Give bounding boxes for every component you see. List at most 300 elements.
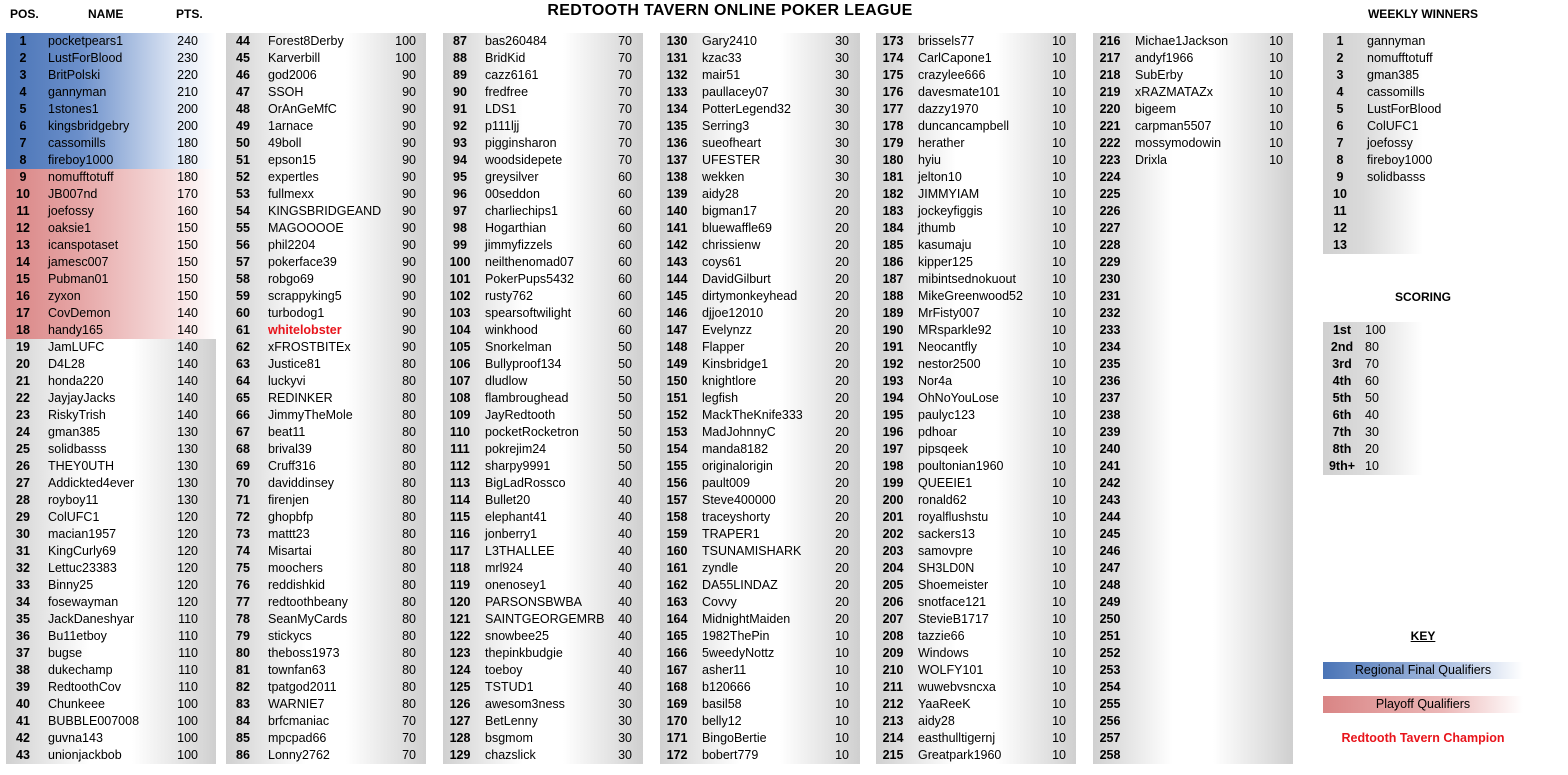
player-name-cell: dazzy1970: [918, 102, 979, 116]
points-cell: 90: [402, 238, 416, 252]
player-name-cell: sharpy9991: [485, 459, 551, 473]
position-cell: 142: [666, 238, 688, 252]
player-name-cell: charliechips1: [485, 204, 558, 218]
position-cell: 28: [16, 493, 30, 507]
points-cell: 20: [835, 204, 849, 218]
table-row: [660, 356, 860, 373]
points-cell: 80: [402, 442, 416, 456]
points-cell: 90: [402, 272, 416, 286]
player-name-cell: luckyvi: [268, 374, 306, 388]
points-cell: 30: [835, 34, 849, 48]
position-cell: 184: [882, 221, 904, 235]
player-name-cell: Shoemeister: [918, 578, 989, 592]
table-row: [226, 543, 426, 560]
points-cell: 40: [618, 663, 632, 677]
position-cell: 256: [1099, 714, 1121, 728]
position-cell: 221: [1099, 119, 1121, 133]
scoring-row: [1323, 407, 1523, 424]
weekly-winner-row: [1323, 67, 1523, 84]
position-cell: 100: [449, 255, 471, 269]
position-cell: 238: [1099, 408, 1121, 422]
league-column-5: [876, 33, 1076, 764]
table-row: [6, 662, 216, 679]
player-name-cell: scrappyking5: [268, 289, 342, 303]
position-cell: 112: [449, 459, 471, 473]
table-row: [660, 50, 860, 67]
table-row: [226, 322, 426, 339]
position-cell: 51: [236, 153, 250, 167]
points-cell: 20: [835, 340, 849, 354]
table-row: [6, 475, 216, 492]
table-row: [876, 50, 1076, 67]
position-cell: 7: [19, 136, 27, 150]
position-cell: 234: [1099, 340, 1121, 354]
points-cell: 120: [177, 544, 198, 558]
player-name-cell: jockeyfiggis: [918, 204, 983, 218]
points-cell: 10: [1052, 476, 1066, 490]
position-cell: 12: [16, 221, 30, 235]
table-row: [876, 288, 1076, 305]
points-cell: 10: [1052, 612, 1066, 626]
points-cell: 30: [835, 153, 849, 167]
table-row: [1093, 424, 1293, 441]
table-row: [660, 458, 860, 475]
points-cell: 90: [402, 255, 416, 269]
position-cell: 252: [1099, 646, 1121, 660]
position-cell: 69: [236, 459, 250, 473]
table-row: [226, 237, 426, 254]
table-row: [443, 424, 643, 441]
table-row: [1093, 67, 1293, 84]
table-row: [226, 645, 426, 662]
position-cell: 254: [1099, 680, 1121, 694]
position-cell: 230: [1099, 272, 1121, 286]
points-cell: 10: [835, 646, 849, 660]
week-number: 10: [1333, 187, 1347, 201]
points-cell: 80: [402, 663, 416, 677]
points-cell: 10: [1052, 510, 1066, 524]
player-name-cell: jimmyfizzels: [485, 238, 553, 252]
table-row: [443, 628, 643, 645]
week-number: 3: [1336, 68, 1344, 82]
points-cell: 30: [835, 136, 849, 150]
table-row: [226, 458, 426, 475]
position-cell: 11: [16, 204, 30, 218]
table-row: [876, 305, 1076, 322]
table-row: [660, 577, 860, 594]
points-cell: 10: [1052, 85, 1066, 99]
player-name-cell: pipsqeek: [918, 442, 969, 456]
points-cell: 90: [402, 153, 416, 167]
points-cell: 100: [177, 731, 198, 745]
points-cell: 70: [402, 731, 416, 745]
scoring-row: [1323, 373, 1523, 390]
position-cell: 146: [666, 306, 688, 320]
position-cell: 126: [449, 697, 471, 711]
table-row: [660, 509, 860, 526]
position-cell: 46: [236, 68, 250, 82]
points-cell: 60: [618, 238, 632, 252]
position-cell: 247: [1099, 561, 1121, 575]
player-name-cell: ronald62: [918, 493, 967, 507]
player-name-cell: bigeem: [1135, 102, 1176, 116]
player-name-cell: god2006: [268, 68, 317, 82]
position-cell: 245: [1099, 527, 1121, 541]
table-row: [6, 560, 216, 577]
table-row: [226, 509, 426, 526]
table-row: [443, 441, 643, 458]
table-row: [6, 526, 216, 543]
position-cell: 169: [666, 697, 688, 711]
position-cell: 253: [1099, 663, 1121, 677]
points-cell: 10: [1052, 561, 1066, 575]
table-row: [443, 611, 643, 628]
position-cell: 85: [236, 731, 250, 745]
scoring-row: [1323, 322, 1523, 339]
position-cell: 63: [236, 357, 250, 371]
player-name-cell: flambroughead: [485, 391, 569, 405]
position-cell: 116: [449, 527, 471, 541]
table-row: [226, 33, 426, 50]
table-row: [660, 526, 860, 543]
player-name-cell: MRsparkle92: [918, 323, 992, 337]
points-cell: 70: [618, 85, 632, 99]
position-cell: 79: [236, 629, 250, 643]
table-row: [226, 662, 426, 679]
player-name-cell: BetLenny: [485, 714, 538, 728]
table-row: [876, 696, 1076, 713]
player-name-cell: Covvy: [702, 595, 737, 609]
position-cell: 118: [449, 561, 471, 575]
table-row: [6, 186, 216, 203]
finish-place: 1st: [1332, 323, 1352, 337]
points-cell: 90: [402, 136, 416, 150]
player-name-cell: QUEEIE1: [918, 476, 973, 490]
points-cell: 10: [1269, 85, 1283, 99]
points-cell: 10: [1269, 68, 1283, 82]
table-row: [876, 526, 1076, 543]
points-awarded: 50: [1365, 391, 1379, 405]
points-cell: 80: [402, 629, 416, 643]
table-row: [443, 475, 643, 492]
player-name-cell: 1arnace: [268, 119, 314, 133]
player-name-cell: icanspotaset: [48, 238, 119, 252]
table-row: [443, 203, 643, 220]
table-row: [6, 679, 216, 696]
table-row: [6, 220, 216, 237]
points-cell: 10: [1052, 170, 1066, 184]
player-name-cell: snotface121: [918, 595, 987, 609]
table-row: [226, 271, 426, 288]
points-cell: 80: [402, 476, 416, 490]
league-column-6: [1093, 33, 1293, 764]
position-cell: 47: [236, 85, 250, 99]
player-name-cell: TSUNAMISHARK: [702, 544, 802, 558]
player-name-cell: Justice81: [268, 357, 321, 371]
table-row: [443, 237, 643, 254]
table-row: [226, 730, 426, 747]
player-name-cell: UFESTER: [702, 153, 761, 167]
position-cell: 178: [882, 119, 904, 133]
points-cell: 10: [1052, 119, 1066, 133]
points-cell: 50: [618, 459, 632, 473]
player-name-cell: onenosey1: [485, 578, 547, 592]
position-cell: 193: [882, 374, 904, 388]
points-cell: 230: [177, 51, 198, 65]
winner-name: nomufftotuff: [1367, 51, 1433, 65]
position-cell: 219: [1099, 85, 1121, 99]
points-cell: 10: [1052, 102, 1066, 116]
position-cell: 33: [16, 578, 30, 592]
player-name-cell: jelton10: [918, 170, 962, 184]
position-cell: 243: [1099, 493, 1121, 507]
points-cell: 150: [177, 289, 198, 303]
player-name-cell: Nor4a: [918, 374, 953, 388]
points-cell: 10: [1052, 527, 1066, 541]
table-row: [660, 747, 860, 764]
player-name-cell: JayjayJacks: [48, 391, 116, 405]
points-cell: 40: [618, 680, 632, 694]
table-row: [876, 84, 1076, 101]
position-cell: 167: [666, 663, 688, 677]
player-name-cell: elephant41: [485, 510, 547, 524]
table-row: [660, 390, 860, 407]
points-cell: 40: [618, 493, 632, 507]
player-name-cell: LDS1: [485, 102, 517, 116]
points-cell: 20: [835, 561, 849, 575]
position-cell: 154: [666, 442, 688, 456]
points-cell: 20: [835, 357, 849, 371]
table-row: [876, 747, 1076, 764]
table-row: [660, 611, 860, 628]
player-name-cell: BUBBLE007008: [48, 714, 140, 728]
points-cell: 10: [1052, 442, 1066, 456]
position-cell: 251: [1099, 629, 1121, 643]
position-cell: 110: [449, 425, 471, 439]
points-cell: 100: [395, 34, 416, 48]
league-column-3: [443, 33, 643, 764]
player-name-cell: turbodog1: [268, 306, 325, 320]
player-name-cell: JayRedtooth: [485, 408, 556, 422]
weekly-winner-row: [1323, 101, 1523, 118]
points-cell: 20: [835, 612, 849, 626]
position-cell: 65: [236, 391, 250, 405]
position-cell: 30: [16, 527, 30, 541]
position-cell: 211: [882, 680, 904, 694]
points-cell: 40: [618, 629, 632, 643]
week-number: 9: [1336, 170, 1344, 184]
points-cell: 10: [1052, 68, 1066, 82]
player-name-cell: bigman17: [702, 204, 757, 218]
points-cell: 20: [835, 595, 849, 609]
player-name-cell: pault009: [702, 476, 750, 490]
table-row: [443, 339, 643, 356]
table-row: [660, 543, 860, 560]
table-row: [660, 33, 860, 50]
player-name-cell: stickycs: [268, 629, 312, 643]
player-name-cell: MidnightMaiden: [702, 612, 791, 626]
points-cell: 100: [395, 51, 416, 65]
points-awarded: 30: [1365, 425, 1379, 439]
points-cell: 80: [402, 510, 416, 524]
player-name-cell: Bullet20: [485, 493, 531, 507]
week-number: 12: [1333, 221, 1347, 235]
points-cell: 10: [1052, 680, 1066, 694]
table-row: [1093, 543, 1293, 560]
position-cell: 75: [236, 561, 250, 575]
player-name-cell: JimmyTheMole: [268, 408, 353, 422]
position-cell: 189: [882, 306, 904, 320]
player-name-cell: woodsidepete: [485, 153, 563, 167]
position-cell: 223: [1099, 153, 1121, 167]
table-row: [1093, 322, 1293, 339]
points-cell: 60: [618, 323, 632, 337]
player-name-cell: herather: [918, 136, 965, 150]
points-cell: 10: [1052, 221, 1066, 235]
table-row: [6, 407, 216, 424]
points-cell: 40: [618, 578, 632, 592]
points-cell: 10: [1052, 578, 1066, 592]
table-row: [443, 169, 643, 186]
player-name-cell: zyxon: [48, 289, 81, 303]
position-cell: 13: [16, 238, 30, 252]
position-cell: 103: [449, 306, 471, 320]
position-cell: 196: [882, 425, 904, 439]
position-cell: 91: [453, 102, 467, 116]
points-cell: 10: [835, 680, 849, 694]
player-name-cell: epson15: [268, 153, 316, 167]
player-name-cell: townfan63: [268, 663, 326, 677]
table-row: [1093, 560, 1293, 577]
position-cell: 164: [666, 612, 688, 626]
position-cell: 186: [882, 255, 904, 269]
table-row: [1093, 288, 1293, 305]
points-cell: 10: [1052, 136, 1066, 150]
table-row: [226, 594, 426, 611]
table-row: [6, 33, 216, 50]
position-cell: 36: [16, 629, 30, 643]
player-name-cell: p111ljj: [485, 119, 520, 133]
table-row: [876, 373, 1076, 390]
table-row: [876, 424, 1076, 441]
player-name-cell: CarlCapone1: [918, 51, 992, 65]
position-cell: 76: [236, 578, 250, 592]
points-cell: 120: [177, 561, 198, 575]
table-row: [1093, 509, 1293, 526]
player-name-cell: kingsbridgebry: [48, 119, 130, 133]
table-row: [1093, 101, 1293, 118]
position-cell: 60: [236, 306, 250, 320]
points-cell: 10: [1052, 255, 1066, 269]
table-row: [226, 254, 426, 271]
table-row: [1093, 84, 1293, 101]
position-cell: 139: [666, 187, 688, 201]
position-cell: 74: [236, 544, 250, 558]
table-row: [6, 339, 216, 356]
position-cell: 73: [236, 527, 250, 541]
points-cell: 70: [618, 34, 632, 48]
position-cell: 34: [16, 595, 30, 609]
position-cell: 156: [666, 476, 688, 490]
points-cell: 20: [835, 391, 849, 405]
position-cell: 172: [666, 748, 688, 762]
table-row: [226, 101, 426, 118]
position-cell: 41: [16, 714, 30, 728]
points-cell: 180: [177, 136, 198, 150]
position-cell: 49: [236, 119, 250, 133]
points-cell: 110: [178, 663, 198, 677]
position-cell: 160: [666, 544, 688, 558]
points-cell: 10: [835, 714, 849, 728]
points-cell: 10: [835, 697, 849, 711]
points-cell: 10: [1052, 187, 1066, 201]
player-name-cell: Kinsbridge1: [702, 357, 769, 371]
player-name-cell: mair51: [702, 68, 741, 82]
table-row: [876, 458, 1076, 475]
week-number: 5: [1336, 102, 1344, 116]
table-row: [876, 322, 1076, 339]
player-name-cell: gannyman: [48, 85, 107, 99]
points-cell: 20: [835, 442, 849, 456]
position-cell: 35: [16, 612, 30, 626]
player-name-cell: legfish: [702, 391, 739, 405]
points-cell: 150: [177, 272, 198, 286]
player-name-cell: Forest8Derby: [268, 34, 344, 48]
table-row: [226, 84, 426, 101]
table-row: [876, 475, 1076, 492]
points-cell: 10: [1052, 748, 1066, 762]
table-row: [876, 169, 1076, 186]
player-name-cell: poultonian1960: [918, 459, 1004, 473]
position-cell: 224: [1099, 170, 1121, 184]
points-cell: 10: [1052, 731, 1066, 745]
position-cell: 240: [1099, 442, 1121, 456]
table-row: [876, 135, 1076, 152]
position-cell: 201: [882, 510, 904, 524]
points-cell: 140: [177, 357, 198, 371]
player-name-cell: fredfree: [485, 85, 529, 99]
table-row: [6, 611, 216, 628]
table-row: [226, 50, 426, 67]
table-row: [1093, 186, 1293, 203]
points-cell: 90: [402, 170, 416, 184]
table-row: [6, 441, 216, 458]
position-cell: 92: [453, 119, 467, 133]
table-row: [660, 271, 860, 288]
position-cell: 53: [236, 187, 250, 201]
table-row: [226, 67, 426, 84]
player-name-cell: traceyshorty: [702, 510, 771, 524]
player-name-cell: firenjen: [268, 493, 309, 507]
table-row: [1093, 220, 1293, 237]
position-cell: 182: [882, 187, 904, 201]
table-row: [876, 254, 1076, 271]
points-cell: 110: [178, 680, 198, 694]
player-name-cell: Karverbill: [268, 51, 321, 65]
player-name-cell: easthulltigernj: [918, 731, 996, 745]
table-row: [6, 237, 216, 254]
player-name-cell: xRAZMATAZx: [1135, 85, 1214, 99]
table-row: [6, 67, 216, 84]
position-cell: 228: [1099, 238, 1121, 252]
points-cell: 80: [402, 612, 416, 626]
table-row: [6, 118, 216, 135]
points-cell: 20: [835, 510, 849, 524]
position-cell: 138: [666, 170, 688, 184]
player-name-cell: royboy11: [48, 493, 99, 507]
position-cell: 55: [236, 221, 250, 235]
name-header: NAME: [88, 7, 124, 21]
